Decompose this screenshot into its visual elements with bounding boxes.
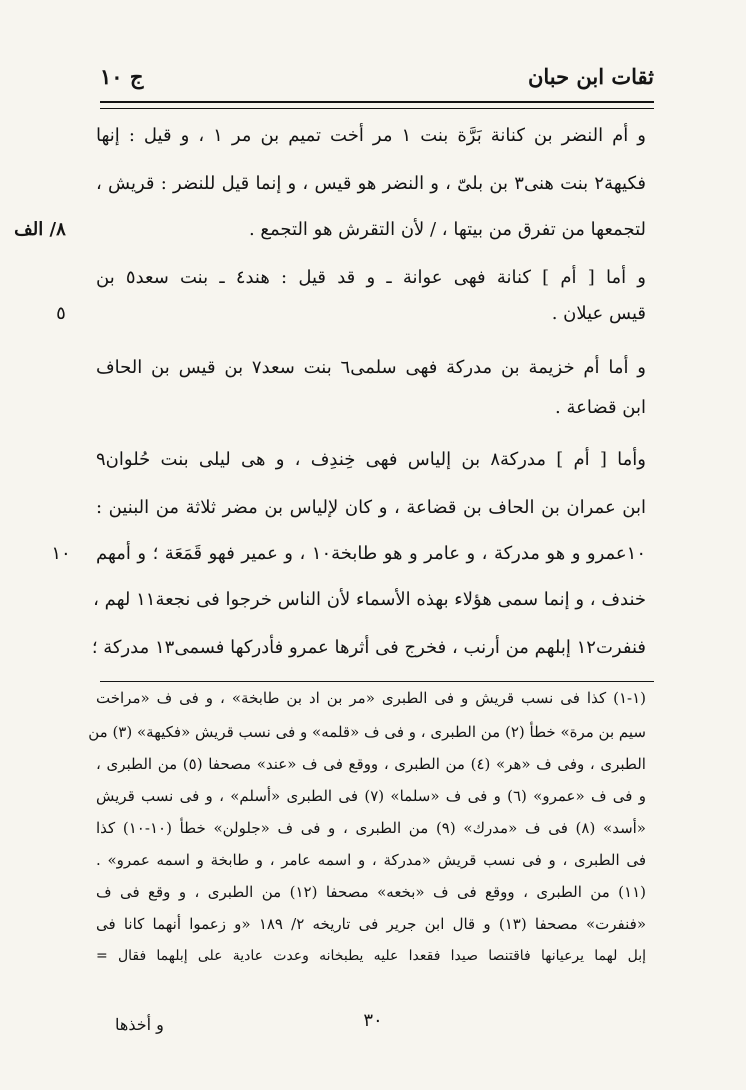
catchword: و أخذها xyxy=(115,1015,164,1034)
footnote-separator-rule xyxy=(100,681,654,682)
body-line: و أما أم خزيمة بن مدركة فهى سلمى٦ بنت سعد٧ بن قيس بن الحاف xyxy=(96,357,646,378)
footnote-line: «فنفرت» مصحفا (١٣) و قال ابن جرير فى تاريخه ٢/ ١٨٩ «و زعموا أنهما كانا فى xyxy=(96,915,647,933)
folio-marker: ٨/ الف xyxy=(14,219,66,240)
footnote-line: «أسد» (٨) فى ف «مدرك» (٩) من الطبرى ، و فى ف «جلولن» خطأ (١٠-١٠) كذا xyxy=(96,819,646,837)
body-line: و أما [ أم ] كنانة فهى عوانة ـ و قد قيل : هند٤ ـ بنت سعد٥ بن xyxy=(96,267,646,288)
footnote-line: (١١) من الطبرى ، ووقع فى ف «بخعه» مصحفا (١٢) من الطبرى ، و وقع فى ف xyxy=(96,883,647,901)
footnote-line: سيم بن مرة» خطأ (٢) من الطبرى ، و فى ف «قلمه» و فى نسب قريش «فكيهة» (٣) من xyxy=(88,723,646,741)
body-line: فكيهة٢ بنت هنى٣ بن بلىّ ، و النضر هو قيس ، و إنما قيل للنضر : قريش ، xyxy=(96,173,646,194)
page-number: ٣٠ xyxy=(363,1010,383,1031)
footnote-line: الطبرى ، وفى ف «هر» (٤) من الطبرى ، ووقع فى ف «عند» مصحفا (٥) من الطبرى ، xyxy=(96,755,646,773)
body-line: ابن عمران بن الحاف بن قضاعة ، و كان لإلياس بن مضر ثلاثة من البنين : xyxy=(96,497,646,518)
line-number-5: ٥ xyxy=(56,303,66,324)
footnote-line: فى الطبرى ، و فى نسب قريش «مدركة ، و اسمه عامر ، و طابخة و اسمه عمرو» . xyxy=(96,851,646,869)
footnote-line: و فى ف «عمرو» (٦) و فى ف «سلما» (٧) فى الطبرى «أسلم» ، و فى نسب قريش xyxy=(96,787,646,805)
running-title: ثقات ابن حبان xyxy=(527,64,654,89)
footnote-line: إبل لهما يرعيانها فاقتنصا صيدا فقعدا عليه يطبخانه وعدت عادية على إبلهما فقال = xyxy=(96,948,646,964)
body-line: لتجمعها من تفرق من بيتها ، / لأن التقرش هو التجمع . xyxy=(248,219,646,240)
body-line: قيس عيلان . xyxy=(551,303,646,324)
line-number-10: ١٠ xyxy=(51,543,71,564)
body-line: وأما [ أم ] مدركة٨ بن إلياس فهى خِندِف ، و هى ليلى بنت حُلوان٩ xyxy=(96,449,646,470)
body-line: ١٠عمرو و هو مدركة ، و عامر و هو طابخة١٠ ، و عمير فهو قَمَعَة ؛ و أمهم xyxy=(96,543,646,564)
footnote-line: (١-١) كذا فى نسب قريش و فى الطبرى «مر بن اد بن طابخة» ، و فى ف «مراخت xyxy=(96,689,646,707)
body-line: فنفرت١٢ إبلهم من أرنب ، فخرج فى أثرها عمرو فأدركها فسمى١٣ مدركة ؛ xyxy=(91,637,646,658)
volume-number: ج ١٠ xyxy=(100,64,144,89)
running-header xyxy=(100,62,654,102)
body-line: خندف ، و إنما سمى هؤلاء بهذه الأسماء لأن الناس خرجوا فى نجعة١١ لهم ، xyxy=(93,589,646,610)
body-line: و أم النضر بن كنانة بَرَّة بنت ١ مر أخت تميم بن مر ١ ، و قيل : إنها xyxy=(96,125,646,146)
header-double-rule xyxy=(100,101,654,109)
body-line: ابن قضاعة . xyxy=(555,397,646,418)
